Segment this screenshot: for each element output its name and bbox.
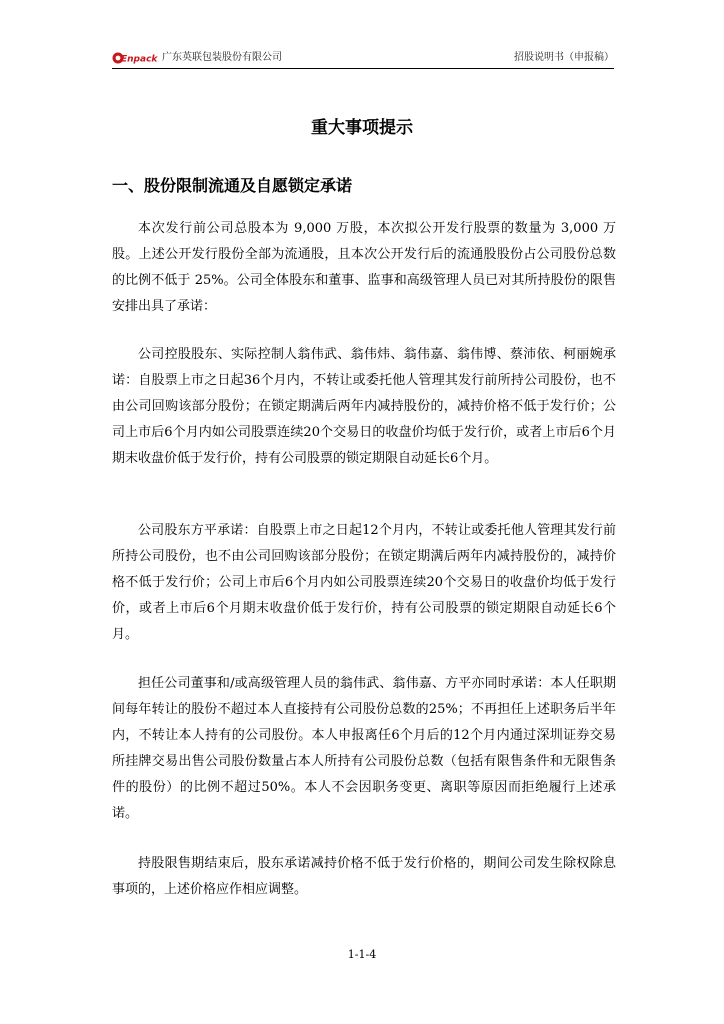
paragraph-controlling-shareholders: 公司控股股东、实际控制人翁伟武、翁伟炜、翁伟嘉、翁伟博、蔡沛依、柯丽婉承诺：自股票上市之日起36个月内，不转让或委托他人管理其发行前所持公司股份，也不由公司回购该部分股份；在锁定期满后两年内减持股份的，减持价格不低于发行价；公司上市后6个月内如公司股票连续20个交易日的收盘价均低于发行价，或者上市后6个月期末收盘价低于发行价，持有公司股票的锁定期限自动延长6个月。 xyxy=(112,347,616,466)
company-logo xyxy=(112,51,162,65)
paragraph-shareholder-fang-ping: 公司股东方平承诺：自股票上市之日起12个月内，不转让或委托他人管理其发行前所持公司股份，也不由公司回购该部分股份；在锁定期满后两年内减持股份的，减持价格不低于发行价；公司上市后6个月内如公司股票连续20个交易日的收盘价均低于发行价，或者上市后6个月期末收盘价低于发行价，持有公司股票的锁定期限自动延长6个月。 xyxy=(112,523,616,642)
company-name: 广东英联包装股份有限公司 xyxy=(162,52,282,63)
page-number: 1-1-4 xyxy=(347,948,377,961)
section-heading: 一、股份限制流通及自愿锁定承诺 xyxy=(112,176,353,195)
paragraph-share-capital: 本次发行前公司总股本为 9,000 万股，本次拟公开发行股票的数量为 3,000 万股。上述公开发行股份全部为流通股，且本次公开发行后的流通股股份占公司股份总数的比例不低于 25%。公司全体股东和董事、监事和高级管理人员已对其所持股份的限售安排出具了承诺： xyxy=(112,221,616,314)
paragraph-directors-commitment: 担任公司董事和/或高级管理人员的翁伟武、翁伟嘉、方平亦同时承诺：本人任职期间每年转让的股份不超过本人直接持有公司股份总数的25%；不再担任上述职务后半年内，不转让本人持有的公司股份。本人申报离任6个月后的12个月内通过深圳证券交易所挂牌交易出售公司股份数量占本人所持有公司股份总数（包括有限售条件和无限售条件的股份）的比例不超过50%。本人不会因职务变更、离职等原因而拒绝履行上述承诺。 xyxy=(112,676,616,821)
page-title: 重大事项提示 xyxy=(311,118,413,138)
logo-text: Enpack xyxy=(121,54,158,65)
page-header xyxy=(112,50,614,69)
document-type: 招股说明书（申报稿） xyxy=(514,52,614,63)
paragraph-price-adjustment: 持股限售期结束后，股东承诺减持价格不低于发行价格的，期间公司发生除权除息事项的，上述价格应作相应调整。 xyxy=(112,856,616,897)
